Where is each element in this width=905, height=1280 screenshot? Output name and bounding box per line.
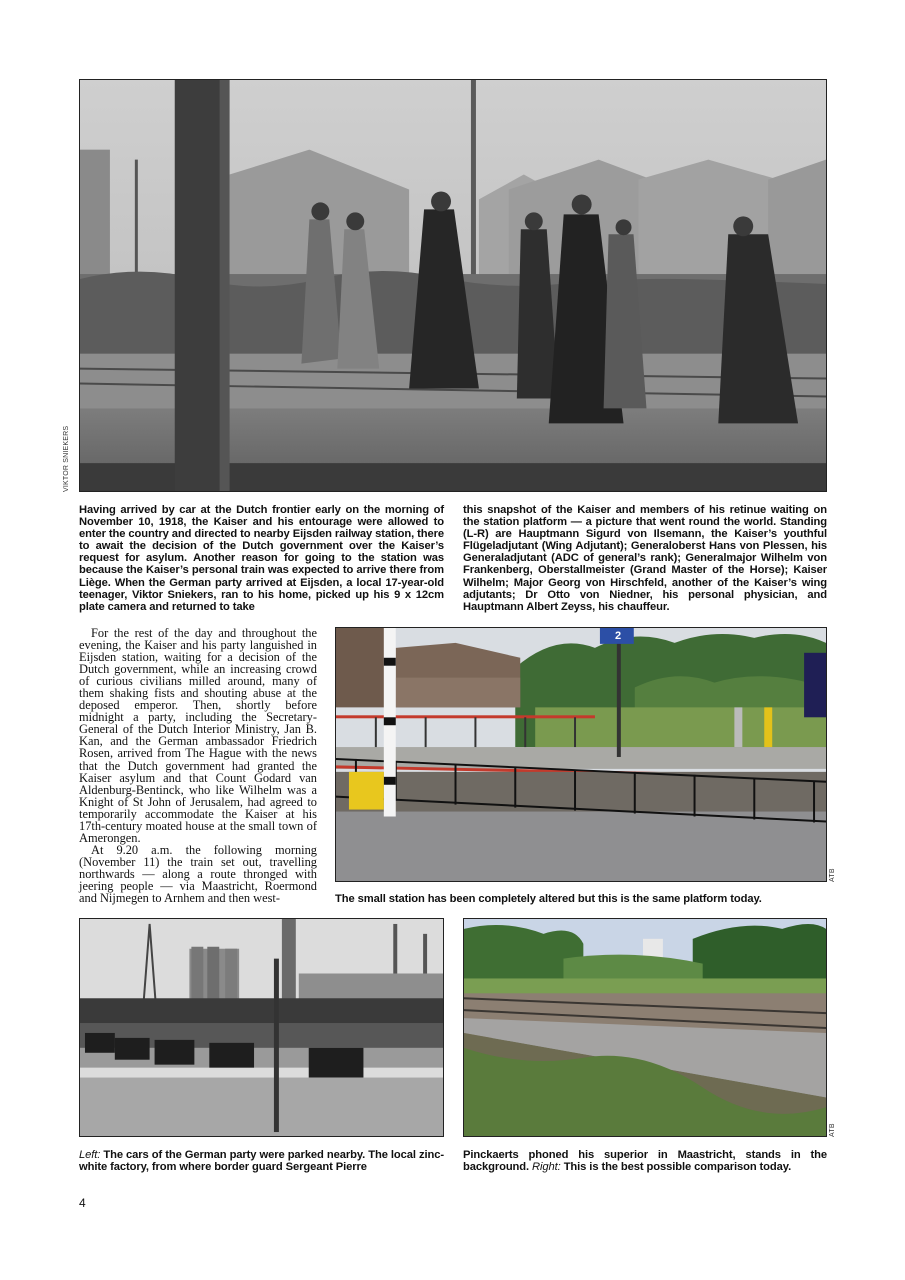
bottom-left-caption-text: The cars of the German party were parked nearby. The local zinc-white factory, from where border guard Sergeant Pierre [79, 1149, 444, 1174]
page-number: 4 [79, 1196, 86, 1210]
article-paragraph-1: For the rest of the day and throughout the evening, the Kaiser and his party languished in Eijsden station, waiting for a decision of the Dutch government, while an increasing crowd of curious civilians milled around, many of them shaking fists and shouting abuse at the deposed emperor. Then, shortly before midnight a party, including the Secretary-General of the Dutch Interior Ministry, Jan B. Kan, and the German ambassador Friedrich Rosen, arrived from The Hague with the news that the Dutch government had granted the Kaiser asylum and that Count Godard van Aldenburg-Bentinck, who like Wilhelm was a Knight of St John of Jerusalem, had agreed to temporarily accommodate the Kaiser at his 17th-century moated house at the small town of Amerongen. [79, 626, 317, 845]
main-historic-photo [79, 79, 827, 492]
main-photo-caption-right: this snapshot of the Kaiser and members of his retinue waiting on the station platform — a picture that went round the world. Standing (L-R) are Hauptmann Sigurd von Ilsemann, the Kaiser’s youthful Flügeladjutant (Wing Adjutant); Generaloberst Hans von Plessen, his Generaladjutant (ADC of general’s rank); Generalmajor Wilhelm von Frankenberg, Oberstallmeister (Grand Master of the Horse); Kaiser Wilhelm; Major Georg von Hirschfeld, another of the Kaiser’s wing adjutants; Dr Otto von Niedner, his personal physician, and Hauptmann Albert Zeyss, his chauffeur. [463, 504, 827, 613]
bottom-left-caption-lead: Left: [79, 1149, 101, 1161]
bottom-right-caption [463, 1149, 827, 1173]
platform-photo-caption: The small station has been completely altered but this is the same platform today. [335, 893, 762, 905]
main-photo-credit: VIKTOR SNIEKERS [63, 425, 70, 492]
bottom-right-caption-lead: Right: [532, 1161, 561, 1174]
bottom-right-caption-start: Pinckaerts phoned his superior in Maastricht, stands in the background. [463, 1149, 827, 1174]
platform-sign-number: 2 [614, 630, 622, 642]
parked-cars-historic-photo [79, 918, 444, 1137]
platform-today-photo [335, 627, 827, 882]
tracks-photo-credit: ATB [829, 1123, 836, 1137]
tracks-today-photo [463, 918, 827, 1137]
article-paragraph-2: At 9.20 a.m. the following morning (November 11) the train set out, travelling northwards — along a route thronged with jeering people — via Maastricht, Roermond and Nijmegen to Arnhem and then west- [79, 842, 317, 906]
platform-photo-credit: ATB [829, 868, 836, 882]
bottom-right-caption-end: This is the best possible comparison today. [563, 1161, 792, 1174]
main-photo-caption-left: Having arrived by car at the Dutch frontier early on the morning of November 10, 1918, the Kaiser and his entourage were allowed to enter the country and directed to nearby Eijsden railway station, there to await the decision of the Dutch government over the Kaiser’s request for asylum. Another reason for going to the station was because the Kaiser’s personal train was expected to arrive there from Liège. When the German party arrived at Eijsden, a local 17-year-old teenager, Viktor Sniekers, ran to his home, picked up his 9 x 12cm plate camera and returned to take [79, 504, 444, 613]
bottom-left-caption [79, 1149, 444, 1173]
article-body [79, 627, 317, 904]
